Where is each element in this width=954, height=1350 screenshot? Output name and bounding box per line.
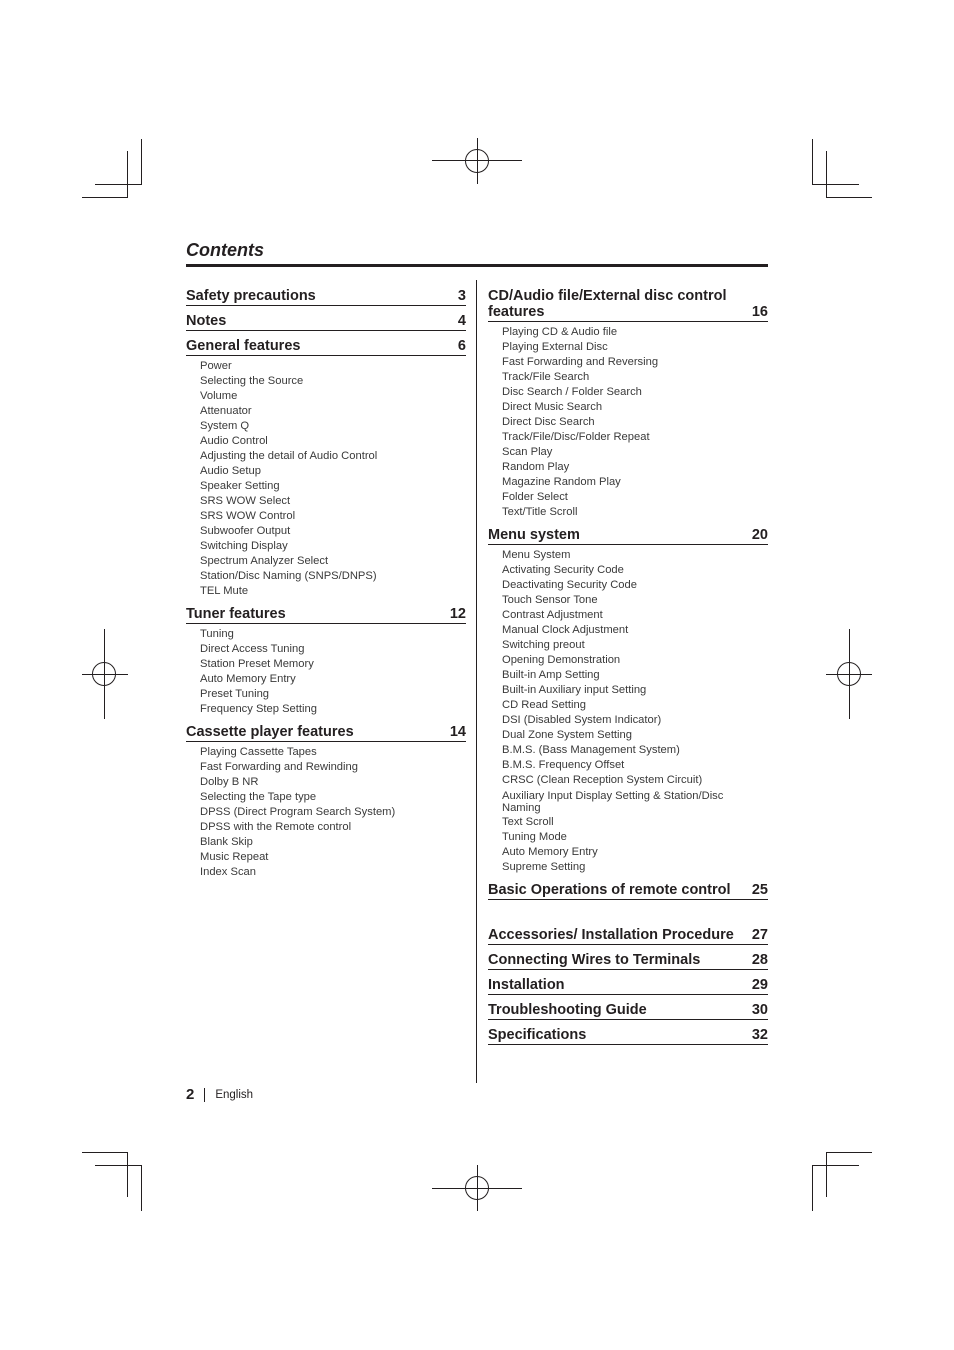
toc-section-title: CD/Audio file/External disc control features — [488, 288, 727, 320]
toc-item[interactable]: Audio Control — [200, 435, 268, 447]
toc-section — [186, 606, 466, 717]
toc-item[interactable]: Folder Select — [502, 491, 568, 503]
toc-page-number: 6 — [457, 338, 466, 354]
crop-mark — [826, 151, 827, 198]
crop-mark — [127, 1152, 128, 1197]
toc-item[interactable]: Built-in Auxiliary input Setting — [502, 684, 647, 696]
footer-language: English — [215, 1088, 254, 1101]
crop-mark — [82, 197, 128, 198]
crop-mark — [812, 139, 813, 185]
toc-section-title: Notes — [186, 313, 227, 329]
crop-mark — [127, 151, 128, 198]
toc-page-number: 25 — [751, 882, 768, 898]
toc-item[interactable]: Power — [200, 360, 232, 372]
toc-page-number: 27 — [751, 927, 768, 943]
toc-item[interactable]: Scan Play — [502, 446, 553, 458]
toc-item[interactable]: Audio Setup — [200, 465, 261, 477]
toc-item[interactable]: Fast Forwarding and Rewinding — [200, 761, 358, 773]
toc-item[interactable]: Menu System — [502, 549, 571, 561]
toc-page-number: 32 — [751, 1027, 768, 1043]
toc-section-heading[interactable] — [186, 313, 466, 331]
toc-item[interactable]: Contrast Adjustment — [502, 609, 603, 621]
toc-section — [488, 527, 768, 875]
toc-item[interactable]: Music Repeat — [200, 851, 269, 863]
toc-section — [488, 1027, 768, 1045]
toc-page-number: 29 — [751, 977, 768, 993]
toc-item[interactable]: Adjusting the detail of Audio Control — [200, 450, 378, 462]
toc-section-heading[interactable] — [186, 724, 466, 742]
toc-section — [488, 1002, 768, 1020]
toc-item[interactable]: Station Preset Memory — [200, 658, 314, 670]
toc-page-number: 3 — [457, 288, 466, 304]
toc-item[interactable]: Playing External Disc — [502, 341, 608, 353]
toc-section — [186, 288, 466, 306]
toc-item[interactable]: Random Play — [502, 461, 570, 473]
toc-item[interactable]: Track/File/Disc/Folder Repeat — [502, 431, 650, 443]
toc-item[interactable]: Magazine Random Play — [502, 476, 621, 488]
crop-mark — [812, 1165, 859, 1166]
toc-item-list — [200, 745, 466, 880]
crop-mark — [826, 1152, 827, 1197]
toc-item[interactable]: Activating Security Code — [502, 564, 624, 576]
column-divider — [476, 280, 477, 1083]
toc-item[interactable]: Station/Disc Naming (SNPS/DNPS) — [200, 570, 377, 582]
toc-item[interactable]: Auxiliary Input Display Setting & Station/Disc Naming — [502, 790, 724, 814]
toc-item[interactable]: DSI (Disabled System Indicator) — [502, 714, 662, 726]
toc-section — [488, 288, 768, 520]
toc-page-number: 14 — [449, 724, 466, 740]
toc-section-heading[interactable] — [488, 1002, 768, 1020]
toc-item[interactable]: System Q — [200, 420, 250, 432]
toc-item[interactable]: Track/File Search — [502, 371, 590, 383]
toc-section-title: Connecting Wires to Terminals — [488, 952, 701, 968]
toc-section-heading[interactable] — [186, 288, 466, 306]
toc-section — [488, 977, 768, 995]
toc-page-number: 20 — [751, 527, 768, 543]
toc-item[interactable]: B.M.S. Frequency Offset — [502, 759, 625, 771]
toc-item[interactable]: Tuning Mode — [502, 831, 567, 843]
crop-mark — [812, 1165, 813, 1211]
toc-section-heading[interactable] — [186, 606, 466, 624]
toc-item[interactable]: Touch Sensor Tone — [502, 594, 598, 606]
toc-item[interactable]: Blank Skip — [200, 836, 253, 848]
toc-item[interactable]: CRSC (Clean Reception System Circuit) — [502, 774, 703, 786]
toc-section-title: Menu system — [488, 527, 580, 543]
crop-mark — [826, 197, 872, 198]
toc-section-title: General features — [186, 338, 301, 354]
toc-item[interactable]: Auto Memory Entry — [200, 673, 296, 685]
toc-item[interactable]: Playing CD & Audio file — [502, 326, 618, 338]
toc-item-list — [502, 548, 768, 875]
toc-section-heading[interactable] — [488, 977, 768, 995]
toc-section-title: Installation — [488, 977, 565, 993]
toc-section-title: Cassette player features — [186, 724, 354, 740]
toc-item[interactable]: SRS WOW Control — [200, 510, 296, 522]
toc-left-column — [186, 288, 466, 880]
toc-item[interactable]: Fast Forwarding and Reversing — [502, 356, 659, 368]
toc-section-title: Accessories/ Installation Procedure — [488, 927, 734, 943]
toc-section-heading[interactable] — [488, 288, 768, 322]
toc-item-list — [200, 627, 466, 717]
crop-mark — [95, 1165, 142, 1166]
toc-section-title: Specifications — [488, 1027, 587, 1043]
toc-item[interactable]: B.M.S. (Bass Management System) — [502, 744, 680, 756]
toc-item-list — [200, 359, 466, 599]
toc-item[interactable]: CD Read Setting — [502, 699, 586, 711]
toc-section-heading[interactable] — [488, 1027, 768, 1045]
toc-section — [186, 313, 466, 331]
toc-item[interactable]: DPSS (Direct Program Search System) — [200, 806, 396, 818]
toc-page-number: 28 — [751, 952, 768, 968]
toc-item[interactable]: Preset Tuning — [200, 688, 270, 700]
toc-section-title: Safety precautions — [186, 288, 316, 304]
toc-item[interactable]: Subwoofer Output — [200, 525, 291, 537]
toc-item[interactable]: DPSS with the Remote control — [200, 821, 352, 833]
toc-item[interactable]: Tuning — [200, 628, 234, 640]
page-title: Contents — [186, 240, 264, 260]
toc-item[interactable]: Attenuator — [200, 405, 252, 417]
toc-item[interactable]: Dual Zone System Setting — [502, 729, 632, 741]
toc-item[interactable]: Text/Title Scroll — [502, 506, 578, 518]
toc-item[interactable]: TEL Mute — [200, 585, 249, 597]
crop-mark — [826, 1152, 872, 1153]
toc-section-heading[interactable] — [186, 338, 466, 356]
toc-right-column — [488, 288, 768, 1045]
toc-item[interactable]: Direct Music Search — [502, 401, 603, 413]
page-footer — [186, 1086, 253, 1103]
toc-section — [488, 952, 768, 970]
toc-page-number: 4 — [457, 313, 466, 329]
toc-item[interactable]: Direct Access Tuning — [200, 643, 305, 655]
crop-mark — [141, 139, 142, 185]
toc-item[interactable]: Spectrum Analyzer Select — [200, 555, 329, 567]
toc-item[interactable]: Switching preout — [502, 639, 585, 651]
footer-separator — [204, 1088, 205, 1102]
toc-item[interactable]: Volume — [200, 390, 238, 402]
toc-section-title: Tuner features — [186, 606, 286, 622]
toc-item[interactable]: Index Scan — [200, 866, 256, 878]
toc-section-heading[interactable] — [488, 527, 768, 545]
page-number: 2 — [186, 1086, 195, 1103]
toc-item[interactable]: SRS WOW Select — [200, 495, 291, 507]
toc-item[interactable]: Frequency Step Setting — [200, 703, 317, 715]
toc-item[interactable]: Selecting the Tape type — [200, 791, 317, 803]
toc-page-number: 30 — [751, 1002, 768, 1018]
toc-section — [186, 338, 466, 599]
toc-item[interactable]: Dolby B NR — [200, 776, 259, 788]
toc-item[interactable]: Opening Demonstration — [502, 654, 621, 666]
crop-mark — [141, 1165, 142, 1211]
crop-mark — [95, 184, 142, 185]
toc-item[interactable]: Deactivating Security Code — [502, 579, 637, 591]
toc-item[interactable]: Switching Display — [200, 540, 288, 552]
toc-item[interactable]: Auto Memory Entry — [502, 846, 598, 858]
toc-item[interactable]: Supreme Setting — [502, 861, 586, 873]
toc-item[interactable]: Direct Disc Search — [502, 416, 595, 428]
toc-item[interactable]: Disc Search / Folder Search — [502, 386, 642, 398]
toc-item[interactable]: Built-in Amp Setting — [502, 669, 600, 681]
toc-page-number: 12 — [449, 606, 466, 622]
toc-item[interactable]: Selecting the Source — [200, 375, 304, 387]
toc-item[interactable]: Text Scroll — [502, 816, 554, 828]
toc-item[interactable]: Speaker Setting — [200, 480, 280, 492]
toc-section — [488, 927, 768, 945]
toc-section-heading[interactable] — [488, 952, 768, 970]
toc-section-heading[interactable] — [488, 927, 768, 945]
toc-section-title: Basic Operations of remote control — [488, 882, 731, 898]
crop-mark — [812, 184, 859, 185]
title-rule — [186, 264, 768, 267]
toc-item[interactable]: Manual Clock Adjustment — [502, 624, 629, 636]
toc-item[interactable]: Playing Cassette Tapes — [200, 746, 317, 758]
toc-section — [488, 882, 768, 900]
toc-page-number: 16 — [751, 304, 768, 320]
toc-section-heading[interactable] — [488, 882, 768, 900]
toc-section — [186, 724, 466, 880]
toc-section-title: Troubleshooting Guide — [488, 1002, 647, 1018]
crop-mark — [82, 1152, 128, 1153]
toc-item-list — [502, 325, 768, 520]
